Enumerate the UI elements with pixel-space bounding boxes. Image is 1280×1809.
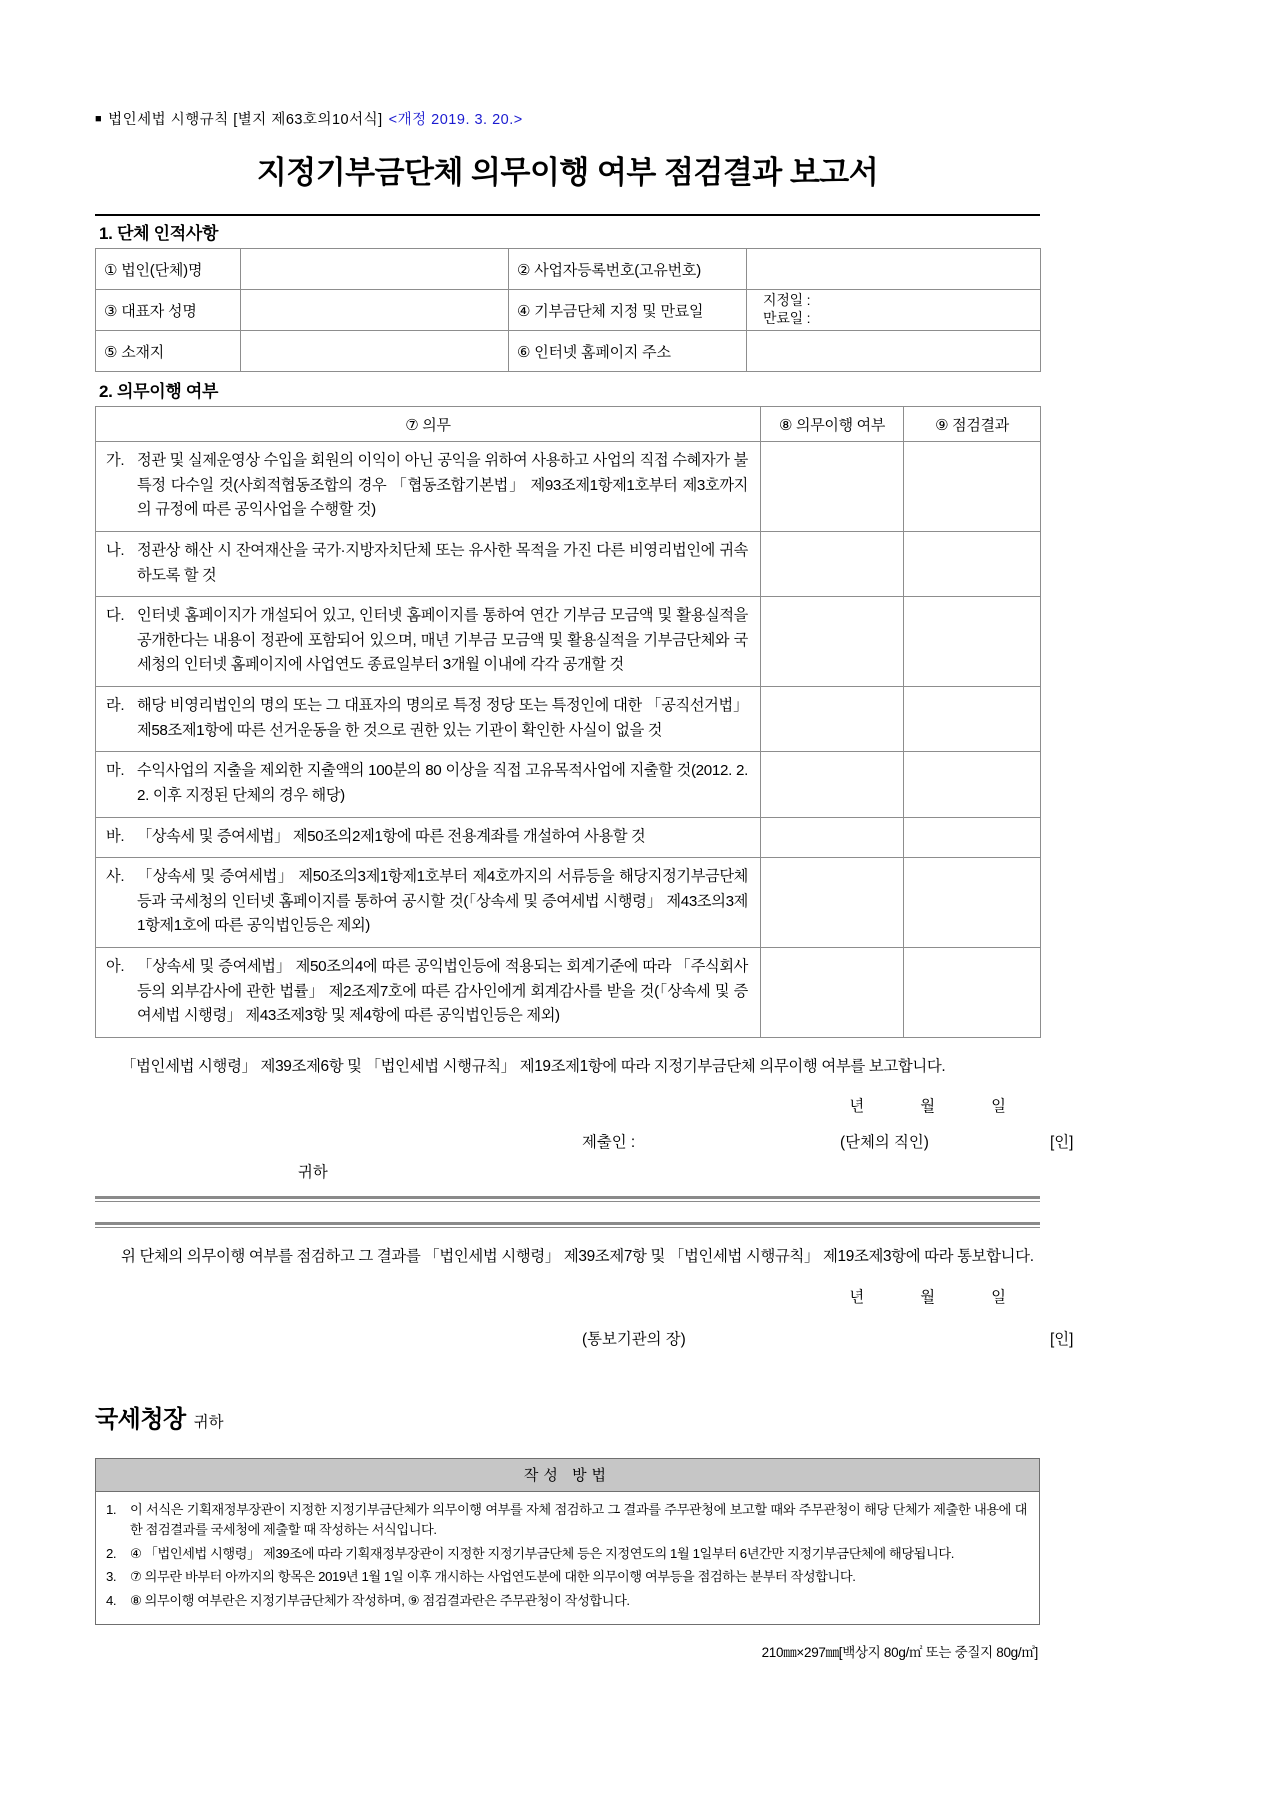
guide-text-4: ⑧ 의무이행 여부란은 지정기부금단체가 작성하며, ⑨ 점검결과란은 주무관청이 작성합니다.	[130, 1592, 630, 1608]
list-item	[106, 1544, 1027, 1564]
table-row	[96, 817, 1041, 858]
addressee-row	[95, 1399, 1040, 1434]
duty-cell-ga	[96, 442, 761, 532]
label-business-registration-number: ② 사업자등록번호(고유번호)	[509, 249, 747, 290]
duty-key-ma: 마.	[106, 762, 125, 780]
report-year-field[interactable]: 년	[849, 1098, 865, 1116]
notify-day-field[interactable]: 일	[991, 1288, 1006, 1306]
table-row	[96, 331, 1041, 372]
duty-cell-sa	[96, 858, 761, 948]
duty-text-a: 「상속세 및 증여세법」 제50조의4에 따른 공익법인등에 적용되는 회계기준에 따라 「주식회사 등의 외부감사에 관한 법률」 제2조제7호에 따른 감사인에게 회계감사를 받을 것(「상속세 및 증여세법 시행령」 제43조제3항 및 제4항에 따른 공익법인등은 제외)	[137, 958, 748, 1025]
list-item	[106, 1500, 1027, 1541]
section2-heading: 2. 의무이행 여부	[99, 382, 219, 401]
fulfilled-cell-a[interactable]	[761, 948, 904, 1038]
report-day-field[interactable]: 일	[991, 1098, 1006, 1116]
field-representative-name[interactable]	[241, 290, 509, 331]
form-reference-line	[95, 108, 1040, 129]
fulfilled-cell-ra[interactable]	[761, 687, 904, 752]
table-row	[96, 442, 1041, 532]
duty-text-sa: 「상속세 및 증여세법」 제50조의3제1항제1호부터 제4호까지의 서류등을 해당지정기부금단체등과 국세청의 인터넷 홈페이지를 통하여 공시할 것(「상속세 및 증여세법 시행령」 제43조의3제1항제1호에 따른 공익법인등은 제외)	[137, 868, 748, 935]
designation-date-label: 지정일 :	[763, 292, 811, 309]
duty-cell-ma	[96, 752, 761, 817]
duty-text-na: 정관상 해산 시 잔여재산을 국가·지방자치단체 또는 유사한 목적을 가진 다른 비영리법인에 귀속하도록 할 것	[137, 541, 748, 584]
table-row	[96, 249, 1041, 290]
notify-statement-text: 위 단체의 의무이행 여부를 점검하고 그 결과를 「법인세법 시행령」 제39조제7항 및 「법인세법 시행규칙」 제19조제3항에 따라 통보합니다.	[121, 1248, 1034, 1266]
table-header-row	[96, 407, 1041, 442]
submitter-label: 제출인 :	[582, 1134, 636, 1152]
divider-gap	[95, 1202, 1040, 1216]
result-cell-da[interactable]	[904, 597, 1041, 687]
fulfilled-cell-ma[interactable]	[761, 752, 904, 817]
guide-body	[96, 1492, 1039, 1624]
duty-cell-ra	[96, 687, 761, 752]
field-address[interactable]	[241, 331, 509, 372]
duty-cell-da	[96, 597, 761, 687]
duty-key-ra: 라.	[106, 697, 125, 714]
guide-number-1: 1.	[106, 1501, 117, 1517]
guide-title: 작성 방법	[96, 1459, 1039, 1492]
result-cell-sa[interactable]	[904, 858, 1041, 948]
addressee-name: 국세청장	[95, 1405, 186, 1433]
expiry-date-label: 만료일 :	[763, 310, 811, 326]
label-website-url: ⑥ 인터넷 홈페이지 주소	[509, 331, 747, 372]
result-cell-ra[interactable]	[904, 687, 1041, 752]
duty-compliance-table	[95, 406, 1041, 1038]
label-corporation-name: ① 법인(단체)명	[96, 249, 241, 290]
guide-text-2: ④ 「법인세법 시행령」 제39조에 따라 기획재정부장관이 지정한 지정기부금단체 등은 지정연도의 1월 1일부터 6년간만 지정기부금단체에 해당됩니다.	[130, 1545, 954, 1561]
notify-date-fields	[95, 1285, 1040, 1307]
report-month-field[interactable]: 월	[920, 1098, 936, 1116]
paper-specification: 210㎜×297㎜[백상지 80g/㎡ 또는 중질지 80g/㎡]	[761, 1645, 1038, 1661]
result-cell-ga[interactable]	[904, 442, 1041, 532]
duty-cell-na	[96, 531, 761, 596]
form-revision-date: <개정 2019. 3. 20.>	[388, 112, 523, 128]
table-row	[96, 752, 1041, 817]
table-row	[96, 531, 1041, 596]
fulfilled-cell-ba[interactable]	[761, 817, 904, 858]
organization-seal-label: (단체의 직인)	[840, 1134, 929, 1152]
table-row	[96, 290, 1041, 331]
duty-cell-ba	[96, 817, 761, 858]
guide-number-4: 4.	[106, 1592, 117, 1608]
notify-year-field[interactable]: 년	[849, 1288, 865, 1306]
duty-key-na: 나.	[106, 541, 125, 559]
duty-key-ba: 바.	[106, 827, 125, 845]
guide-text-1: 이 서식은 기획재정부장관이 지정한 지정기부금단체가 의무이행 여부를 자체 점검하고 그 결과를 주무관청에 보고할 때와 주무관청이 해당 단체가 제출한 내용에 대한 점검결과를 국세청에 제출할 때 작성하는 서식입니다.	[130, 1501, 1027, 1538]
guide-number-3: 3.	[106, 1569, 117, 1585]
table-row	[96, 597, 1041, 687]
seal-mark-report[interactable]: [인]	[1050, 1134, 1074, 1152]
duty-key-ga: 가.	[106, 452, 125, 469]
form-reference-text: 법인세법 시행규칙 [별지 제63호의10서식]	[108, 112, 383, 128]
report-date-fields	[95, 1094, 1040, 1116]
result-cell-na[interactable]	[904, 531, 1041, 596]
duty-key-a: 아.	[106, 958, 125, 975]
guide-number-2: 2.	[106, 1545, 117, 1561]
duty-text-da: 인터넷 홈페이지가 개설되어 있고, 인터넷 홈페이지를 통하여 연간 기부금 모금액 및 활용실적을 공개한다는 내용이 정관에 포함되어 있으며, 매년 기부금 모금액 및 활용실적을 기부금단체와 국세청의 인터넷 홈페이지에 사업연도 종료일부터 3개월 이내에 각각 공개할 것	[137, 607, 748, 674]
report-statement-text: 「법인세법 시행령」 제39조제6항 및 「법인세법 시행규칙」 제19조제1항에 따라 지정기부금단체 의무이행 여부를 보고합니다.	[121, 1057, 946, 1075]
fulfilled-cell-da[interactable]	[761, 597, 904, 687]
bullet-square-icon: ■	[95, 113, 103, 125]
section-divider-rule-2	[95, 1222, 1040, 1228]
notify-organization-head-label: (통보기관의 장)	[582, 1330, 686, 1348]
duty-text-ga: 정관 및 실제운영상 수입을 회원의 이익이 아닌 공익을 위하여 사용하고 사업의 직접 수혜자가 불특정 다수일 것(사회적협동조합의 경우 「협동조합기본법」 제93조제1항제1호부터 제3호까지의 규정에 따른 공익사업을 수행할 것)	[137, 452, 748, 519]
form-sheet	[95, 108, 1074, 1661]
fulfilled-cell-na[interactable]	[761, 531, 904, 596]
duty-text-ra: 해당 비영리법인의 명의 또는 그 대표자의 명의로 특정 정당 또는 특정인에 대한 「공직선거법」 제58조제1항에 따른 선거운동을 한 것으로 권한 있는 기관이 확인한 사실이 없을 것	[137, 697, 748, 739]
fulfilled-cell-sa[interactable]	[761, 858, 904, 948]
page-title: 지정기부금단체 의무이행 여부 점검결과 보고서	[256, 155, 879, 190]
field-corporation-name[interactable]	[241, 249, 509, 290]
label-designation-expiry-date: ④ 기부금단체 지정 및 만료일	[509, 290, 747, 331]
section1-heading: 1. 단체 인적사항	[95, 214, 1040, 248]
list-item	[106, 1591, 1027, 1611]
duty-key-sa: 사.	[106, 868, 125, 886]
table-row	[96, 948, 1041, 1038]
label-address: ⑤ 소재지	[96, 331, 241, 372]
duty-cell-a	[96, 948, 761, 1038]
list-item	[106, 1567, 1027, 1587]
table-row	[96, 687, 1041, 752]
guide-text-3: ⑦ 의무란 바부터 아까지의 항목은 2019년 1월 1일 이후 개시하는 사업연도분에 대한 의무이행 여부등을 점검하는 분부터 작성합니다.	[130, 1569, 856, 1585]
field-website-url[interactable]	[747, 331, 1041, 372]
fulfilled-cell-ga[interactable]	[761, 442, 904, 532]
duty-text-ma: 수익사업의 지출을 제외한 지출액의 100분의 80 이상을 직접 고유목적사업에 지출할 것(2012. 2. 2. 이후 지정된 단체의 경우 해당)	[137, 762, 748, 804]
seal-mark-notify[interactable]: [인]	[1050, 1330, 1074, 1348]
addressee-suffix: 귀하	[193, 1413, 224, 1431]
notify-month-field[interactable]: 월	[920, 1288, 936, 1306]
result-cell-ba[interactable]	[904, 817, 1041, 858]
field-designation-expiry-date[interactable]	[747, 290, 1041, 331]
applicant-info-table	[95, 248, 1041, 372]
column-header-result: ⑨ 점검결과	[904, 407, 1041, 442]
notify-signature-row	[95, 1327, 1074, 1393]
report-signature-row	[95, 1130, 1074, 1190]
result-cell-ma[interactable]	[904, 752, 1041, 817]
table-row	[96, 858, 1041, 948]
result-cell-a[interactable]	[904, 948, 1041, 1038]
duty-text-ba: 「상속세 및 증여세법」 제50조의2제1항에 따른 전용계좌를 개설하여 사용할 것	[137, 827, 646, 845]
label-representative-name: ③ 대표자 성명	[96, 290, 241, 331]
duty-key-da: 다.	[106, 607, 125, 625]
column-header-duty: ⑦ 의무	[96, 407, 761, 442]
column-header-fulfilled: ⑧ 의무이행 여부	[761, 407, 904, 442]
guide-box	[95, 1458, 1040, 1625]
report-recipient-suffix: 귀하	[298, 1164, 328, 1182]
field-business-registration-number[interactable]	[747, 249, 1041, 290]
